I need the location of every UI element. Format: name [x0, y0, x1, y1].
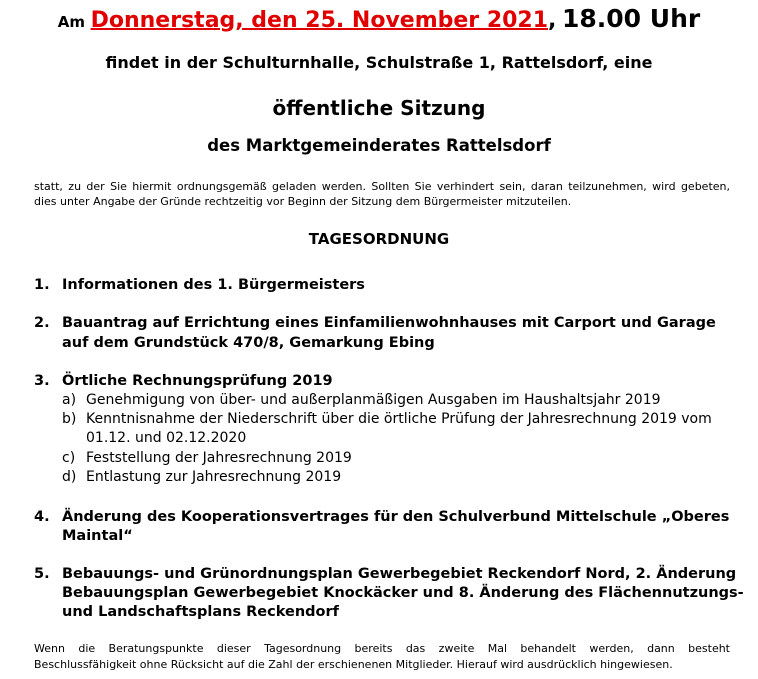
agenda-item-title: Informationen des 1. Bürgermeisters	[62, 277, 365, 293]
session-type: öffentliche Sitzung	[272, 96, 486, 120]
council-name: des Marktgemeinderates Rattelsdorf	[207, 136, 551, 155]
agenda-item-title-cont: und Landschaftsplans Reckendorf	[62, 604, 339, 620]
intro-line-2: dies unter Angabe der Gründe rechtzeitig vor Beginn der Sitzung dem Bürgermeister mitzuteilen.	[34, 195, 572, 208]
date-time-heading	[0, 4, 758, 37]
am-word: Am	[57, 13, 86, 31]
agenda-item-number: 3.	[34, 373, 50, 389]
meeting-date: Donnerstag, den 25. November 2021	[90, 8, 549, 33]
sub-item-text: Entlastung zur Jahresrechnung 2019	[86, 469, 342, 485]
agenda-item-title: Änderung des Kooperationsvertrages für den Schulverbund Mittelschule „Oberes	[62, 509, 730, 525]
agenda-item-title: Bebauungs- und Grünordnungsplan Gewerbegebiet Reckendorf Nord, 2. Änderung	[62, 566, 737, 582]
sub-item-text: Genehmigung von über- und außerplanmäßigen Ausgaben im Haushaltsjahr 2019	[86, 392, 661, 408]
agenda-item-title-cont: Maintal“	[62, 528, 133, 544]
agenda-item-number: 2.	[34, 315, 50, 331]
sub-item-label: d)	[62, 469, 77, 485]
sub-item-label: c)	[62, 450, 76, 466]
agenda-item-number: 5.	[34, 566, 50, 582]
agenda-item-title: Örtliche Rechnungsprüfung 2019	[62, 373, 333, 389]
sub-item-text: Kenntnisnahme der Niederschrift über die örtliche Prüfung der Jahresrechnung 2019 vom	[86, 411, 712, 427]
agenda-item-number: 4.	[34, 509, 50, 525]
sub-item-label: b)	[62, 411, 77, 427]
footer-line-2: Beschlussfähigkeit ohne Rücksicht auf die Zahl der erschienenen Mitglieder. Hierauf wird ausdrücklich hingewiesen.	[34, 658, 673, 671]
footer-line-1: Wenn die Beratungspunkte dieser Tagesordnung bereits das zweite Mal behandelt werden, dann besteht	[34, 642, 730, 655]
comma: ,	[548, 8, 557, 33]
sub-item-text: Feststellung der Jahresrechnung 2019	[86, 450, 352, 466]
agenda-title: TAGESORDNUNG	[308, 230, 450, 248]
location-line: findet in der Schulturnhalle, Schulstraße 1, Rattelsdorf, eine	[105, 53, 653, 72]
agenda-item-title: Bauantrag auf Errichtung eines Einfamilienwohnhauses mit Carport und Garage	[62, 315, 716, 331]
agenda-item-title-cont: auf dem Grundstück 470/8, Gemarkung Ebing	[62, 335, 435, 351]
sub-item-text-cont: 01.12. und 02.12.2020	[86, 430, 247, 446]
intro-line-1: statt, zu der Sie hiermit ordnungsgemäß geladen werden. Sollten Sie verhindert sein, daran teilzunehmen, wird gebeten,	[34, 180, 730, 193]
sub-item-label: a)	[62, 392, 77, 408]
agenda-item-number: 1.	[34, 277, 50, 293]
meeting-time: 18.00 Uhr	[561, 4, 701, 33]
agenda-item-title-cont: Bebauungsplan Gewerbegebiet Knockäcker und 8. Änderung des Flächennutzungs-	[62, 585, 744, 601]
